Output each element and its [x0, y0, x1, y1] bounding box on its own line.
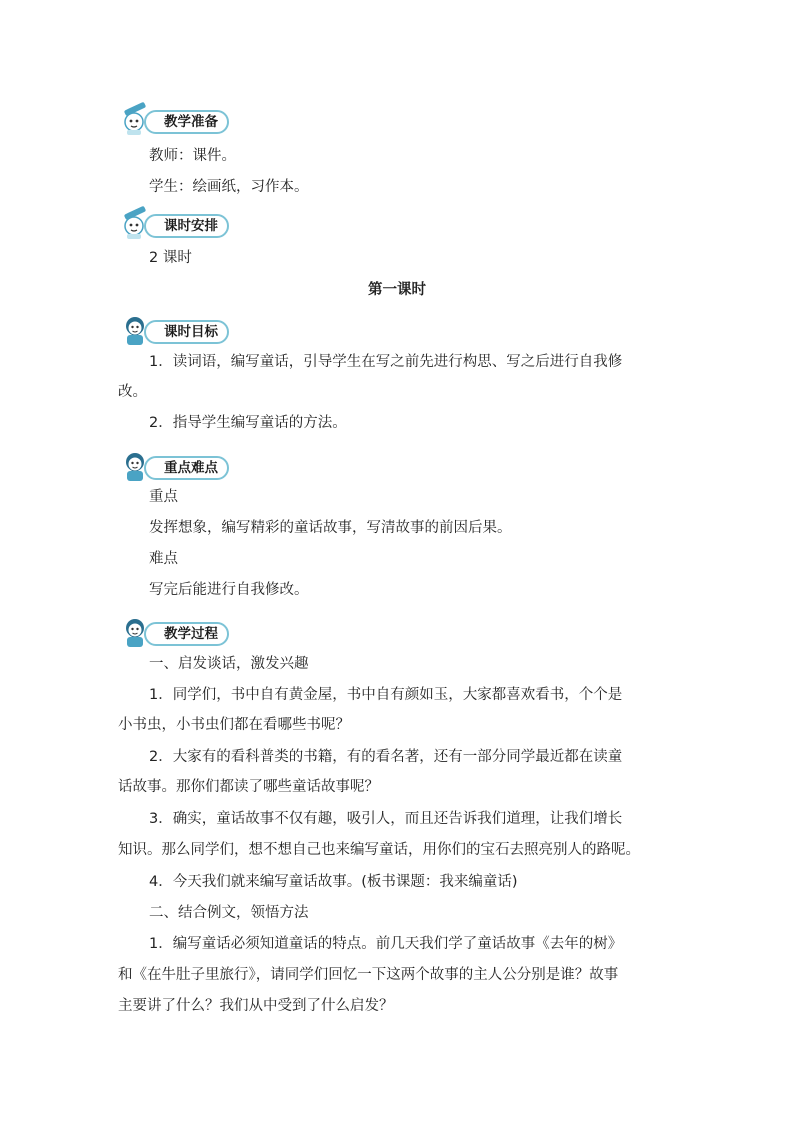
difficulty-label: 难点: [149, 551, 178, 567]
process-paragraph-cont: 主要讲了什么？我们从中受到了什么启发？: [118, 998, 394, 1014]
section-header-schedule: [118, 206, 238, 240]
section-header-prep: [118, 102, 238, 136]
section-title: 教学过程: [144, 622, 229, 646]
process-paragraph-cont: 知识。那么同学们，想不想自己也来编写童话，用你们的宝石去照亮别人的路呢。: [118, 842, 640, 858]
key-text: 发挥想象，编写精彩的童话故事，写清故事的前因后果。: [149, 520, 512, 536]
prep-teacher: 教师：课件。: [149, 148, 236, 164]
process-paragraph: 4．今天我们就来编写童话故事。(板书课题：我来编童话): [149, 874, 518, 890]
goal-1-cont: 改。: [118, 384, 147, 400]
process-paragraph-cont: 小书虫，小书虫们都在看哪些书呢？: [118, 717, 350, 733]
section-title: 教学准备: [144, 110, 229, 134]
section-title: 课时安排: [144, 214, 229, 238]
process-heading-2: 二、结合例文，领悟方法: [149, 905, 309, 921]
schedule-hours: 2 课时: [149, 250, 192, 266]
process-paragraph: 1．同学们，书中自有黄金屋，书中自有颜如玉，大家都喜欢看书，个个是: [149, 687, 623, 703]
process-heading-1: 一、启发谈话，激发兴趣: [149, 656, 309, 672]
goal-1: 1．读词语，编写童话，引导学生在写之前先进行构思、写之后进行自我修: [149, 354, 623, 370]
process-paragraph-cont: 和《在牛肚子里旅行》，请同学们回忆一下这两个故事的主人公分别是谁？故事: [118, 967, 619, 983]
section-header-goals: [118, 312, 238, 346]
process-paragraph-cont: 话故事。那你们都读了哪些童话故事呢？: [118, 779, 379, 795]
key-label: 重点: [149, 489, 178, 505]
section-title: 重点难点: [144, 456, 229, 480]
section-title: 课时目标: [144, 320, 229, 344]
goal-2: 2．指导学生编写童话的方法。: [149, 415, 347, 431]
section-header-keypoints: [118, 448, 238, 482]
process-paragraph: 3．确实，童话故事不仅有趣，吸引人，而且还告诉我们道理，让我们增长: [149, 811, 623, 827]
prep-student: 学生：绘画纸，习作本。: [149, 179, 309, 195]
process-paragraph: 2．大家有的看科普类的书籍，有的看名著，还有一部分同学最近都在读童: [149, 749, 623, 765]
difficulty-text: 写完后能进行自我修改。: [149, 582, 309, 598]
lesson-title: 第一课时: [368, 282, 426, 298]
process-paragraph: 1．编写童话必须知道童话的特点。前几天我们学了童话故事《去年的树》: [149, 936, 623, 952]
section-header-process: [118, 614, 238, 648]
